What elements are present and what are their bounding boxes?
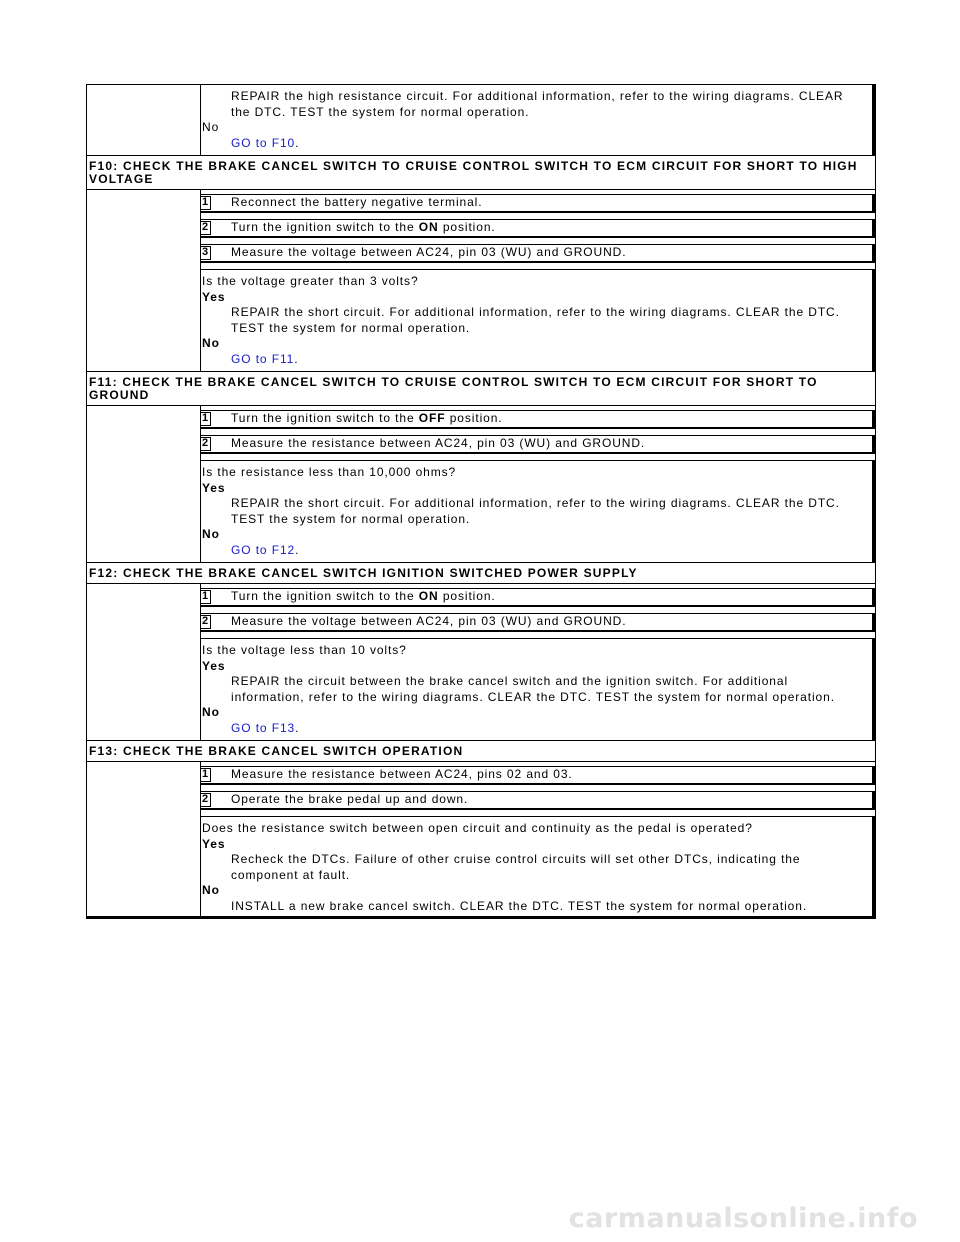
step-number: 2 [201,615,210,628]
question: Is the resistance less than 10,000 ohms? [202,465,457,479]
f12-step-2 [201,613,875,632]
step-text: Turn the ignition switch to the OFF position. [231,411,503,426]
f10-step-3 [201,244,875,263]
top-row [87,84,875,155]
f11-question-box: Is the resistance less than 10,000 ohms? Yes REPAIR the short circuit. For additional information, refer to the wiring diagrams. CLEAR the DTC. TEST the system for normal operation. No GO to F12. [201,460,875,562]
f11-body [87,405,875,562]
repair-text: REPAIR the high resistance circuit. For additional information, refer to the wiring diagrams. CLEAR the DTC. TEST the system for normal operation. [231,89,844,119]
step-number: 1 [201,196,210,209]
step-text: Measure the voltage between AC24, pin 03 (WU) and GROUND. [231,614,627,629]
step-number: 2 [201,221,210,234]
no-label: No [202,120,220,134]
step-text: Measure the resistance between AC24, pin 03 (WU) and GROUND. [231,436,646,451]
yes-label: Yes [202,658,226,673]
f13-body [87,761,875,916]
goto-f13-link[interactable]: GO to F13 [231,720,296,735]
step-text: Measure the voltage between AC24, pin 03 (WU) and GROUND. [231,245,627,260]
goto-f10-link[interactable]: GO to F10 [231,135,296,150]
question: Is the voltage greater than 3 volts? [202,274,419,288]
question: Does the resistance switch between open circuit and continuity as the pedal is operated? [202,821,753,835]
f12-header: F12: CHECK THE BRAKE CANCEL SWITCH IGNITION SWITCHED POWER SUPPLY [87,562,875,583]
yes-label: Yes [202,289,226,304]
f13-header: F13: CHECK THE BRAKE CANCEL SWITCH OPERATION [87,740,875,761]
step-number: 3 [201,246,210,259]
f13-step-2 [201,791,875,810]
step-number: 2 [201,437,210,450]
f11-step-2 [201,435,875,454]
yes-text: Recheck the DTCs. Failure of other cruise control circuits will set other DTCs, indicating the component at fault. [231,852,801,882]
yes-label: Yes [202,480,226,495]
goto-f12-link[interactable]: GO to F12 [231,542,296,557]
no-label: No [202,705,220,719]
f11-header: F11: CHECK THE BRAKE CANCEL SWITCH TO CRUISE CONTROL SWITCH TO ECM CIRCUIT FOR SHORT TO GROUND [87,371,875,405]
no-label: No [202,527,220,541]
no-label: No [202,336,220,350]
no-text: INSTALL a new brake cancel switch. CLEAR the DTC. TEST the system for normal operation. [231,898,808,913]
f12-question-box: Is the voltage less than 10 volts? Yes REPAIR the circuit between the brake cancel switch and the ignition switch. For additional information, refer to the wiring diagrams. CLEAR the DTC. TEST the system for normal operation. No GO to F13. [201,638,875,740]
step-number: 1 [201,590,210,603]
f10-step-1 [201,194,875,213]
step-text: Operate the brake pedal up and down. [231,792,469,807]
yes-text: REPAIR the circuit between the brake cancel switch and the ignition switch. For additional information, refer to the wiring diagrams. CLEAR the DTC. TEST the system for normal operation. [231,674,835,704]
f10-question-box: Is the voltage greater than 3 volts? Yes REPAIR the short circuit. For additional information, refer to the wiring diagrams. CLEAR the DTC. TEST the system for normal operation. No GO to F11. [201,269,875,371]
step-text: Reconnect the battery negative terminal. [231,195,483,210]
procedure-table [86,84,876,919]
f13-step-1 [201,766,875,785]
f11-step-1 [201,410,875,429]
step-text: Turn the ignition switch to the ON position. [231,589,496,604]
watermark: carmanualsonline.info [568,1203,918,1234]
f12-body [87,583,875,740]
step-number: 1 [201,768,210,781]
step-text: Measure the resistance between AC24, pins 02 and 03. [231,767,573,782]
top-result: REPAIR the high resistance circuit. For additional information, refer to the wiring diagrams. CLEAR the DTC. TEST the system for normal operation. No GO to F10. [201,85,875,155]
step-text: Turn the ignition switch to the ON position. [231,220,496,235]
f10-body [87,189,875,371]
f13-question-box [201,816,875,916]
yes-text: REPAIR the short circuit. For additional information, refer to the wiring diagrams. CLEAR the DTC. TEST the system for normal operation. [231,496,840,526]
question: Is the voltage less than 10 volts? [202,643,407,657]
step-number: 2 [201,793,210,806]
goto-f11-link[interactable]: GO to F11 [231,351,295,366]
yes-label: Yes [202,836,226,851]
step-number: 1 [201,412,210,425]
f12-step-1 [201,588,875,607]
f10-header: F10: CHECK THE BRAKE CANCEL SWITCH TO CRUISE CONTROL SWITCH TO ECM CIRCUIT FOR SHORT TO HIGH VOLTAGE [87,155,875,189]
yes-text: REPAIR the short circuit. For additional information, refer to the wiring diagrams. CLEAR the DTC. TEST the system for normal operation. [231,305,840,335]
f10-step-2 [201,219,875,238]
no-label: No [202,883,220,897]
